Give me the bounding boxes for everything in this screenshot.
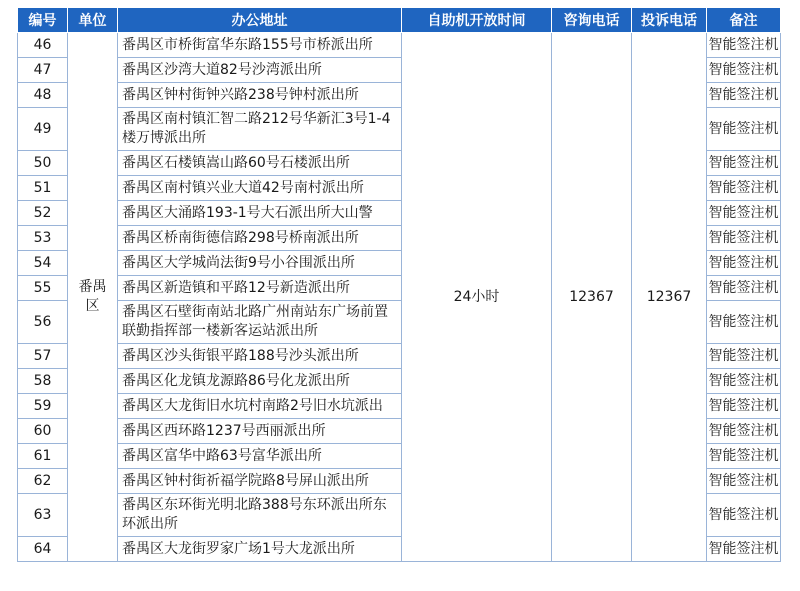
address-cell: 番禺区大龙街罗家广场1号大龙派出所: [118, 537, 402, 562]
note-cell: 智能签注机: [707, 108, 781, 151]
note-cell: 智能签注机: [707, 58, 781, 83]
row-number: 55: [18, 276, 68, 301]
address-cell: 番禺区石楼镇嵩山路60号石楼派出所: [118, 151, 402, 176]
address-cell: 番禺区钟村街祈福学院路8号屏山派出所: [118, 469, 402, 494]
address-cell: 番禺区沙湾大道82号沙湾派出所: [118, 58, 402, 83]
address-cell: 番禺区南村镇兴业大道42号南村派出所: [118, 176, 402, 201]
note-cell: 智能签注机: [707, 301, 781, 344]
header-unit: 单位: [68, 8, 118, 33]
header-hours: 自助机开放时间: [402, 8, 552, 33]
note-cell: 智能签注机: [707, 226, 781, 251]
address-cell: 番禺区新造镇和平路12号新造派出所: [118, 276, 402, 301]
row-number: 54: [18, 251, 68, 276]
note-cell: 智能签注机: [707, 494, 781, 537]
row-number: 53: [18, 226, 68, 251]
row-number: 64: [18, 537, 68, 562]
row-number: 50: [18, 151, 68, 176]
consult-phone-cell: 12367: [552, 33, 632, 562]
note-cell: 智能签注机: [707, 276, 781, 301]
row-number: 51: [18, 176, 68, 201]
office-table-container: [17, 7, 780, 562]
note-cell: 智能签注机: [707, 419, 781, 444]
address-cell: 番禺区沙头街银平路188号沙头派出所: [118, 344, 402, 369]
note-cell: 智能签注机: [707, 176, 781, 201]
office-table: [17, 7, 781, 562]
header-number: 编号: [18, 8, 68, 33]
row-number: 47: [18, 58, 68, 83]
row-number: 57: [18, 344, 68, 369]
address-cell: 番禺区大龙街旧水坑村南路2号旧水坑派出: [118, 394, 402, 419]
row-number: 49: [18, 108, 68, 151]
note-cell: 智能签注机: [707, 537, 781, 562]
row-number: 56: [18, 301, 68, 344]
table-header-row: [18, 8, 781, 33]
address-cell: 番禺区西环路1237号西丽派出所: [118, 419, 402, 444]
row-number: 58: [18, 369, 68, 394]
address-cell: 番禺区大学城尚法街9号小谷围派出所: [118, 251, 402, 276]
complaint-phone-cell: 12367: [632, 33, 707, 562]
note-cell: 智能签注机: [707, 469, 781, 494]
address-cell: 番禺区大涌路193-1号大石派出所大山警: [118, 201, 402, 226]
unit-cell: 番禺区: [68, 33, 118, 562]
row-number: 59: [18, 394, 68, 419]
note-cell: 智能签注机: [707, 83, 781, 108]
address-cell: 番禺区石壁街南站北路广州南站东广场前置联勤指挥部一楼新客运站派出所: [118, 301, 402, 344]
row-number: 62: [18, 469, 68, 494]
header-note: 备注: [707, 8, 781, 33]
address-cell: 番禺区富华中路63号富华派出所: [118, 444, 402, 469]
hours-cell: 24小时: [402, 33, 552, 562]
table-row: [18, 33, 781, 58]
address-cell: 番禺区市桥街富华东路155号市桥派出所: [118, 33, 402, 58]
address-cell: 番禺区钟村街钟兴路238号钟村派出所: [118, 83, 402, 108]
row-number: 46: [18, 33, 68, 58]
note-cell: 智能签注机: [707, 151, 781, 176]
note-cell: 智能签注机: [707, 201, 781, 226]
address-cell: 番禺区桥南街德信路298号桥南派出所: [118, 226, 402, 251]
note-cell: 智能签注机: [707, 444, 781, 469]
header-complaint-phone: 投诉电话: [632, 8, 707, 33]
row-number: 61: [18, 444, 68, 469]
header-address: 办公地址: [118, 8, 402, 33]
address-cell: 番禺区南村镇汇智二路212号华新汇3号1-4楼万博派出所: [118, 108, 402, 151]
note-cell: 智能签注机: [707, 344, 781, 369]
row-number: 63: [18, 494, 68, 537]
note-cell: 智能签注机: [707, 369, 781, 394]
note-cell: 智能签注机: [707, 394, 781, 419]
table-body: [18, 33, 781, 562]
address-cell: 番禺区化龙镇龙源路86号化龙派出所: [118, 369, 402, 394]
row-number: 52: [18, 201, 68, 226]
header-consult-phone: 咨询电话: [552, 8, 632, 33]
row-number: 48: [18, 83, 68, 108]
note-cell: 智能签注机: [707, 33, 781, 58]
address-cell: 番禺区东环街光明北路388号东环派出所东环派出所: [118, 494, 402, 537]
row-number: 60: [18, 419, 68, 444]
note-cell: 智能签注机: [707, 251, 781, 276]
